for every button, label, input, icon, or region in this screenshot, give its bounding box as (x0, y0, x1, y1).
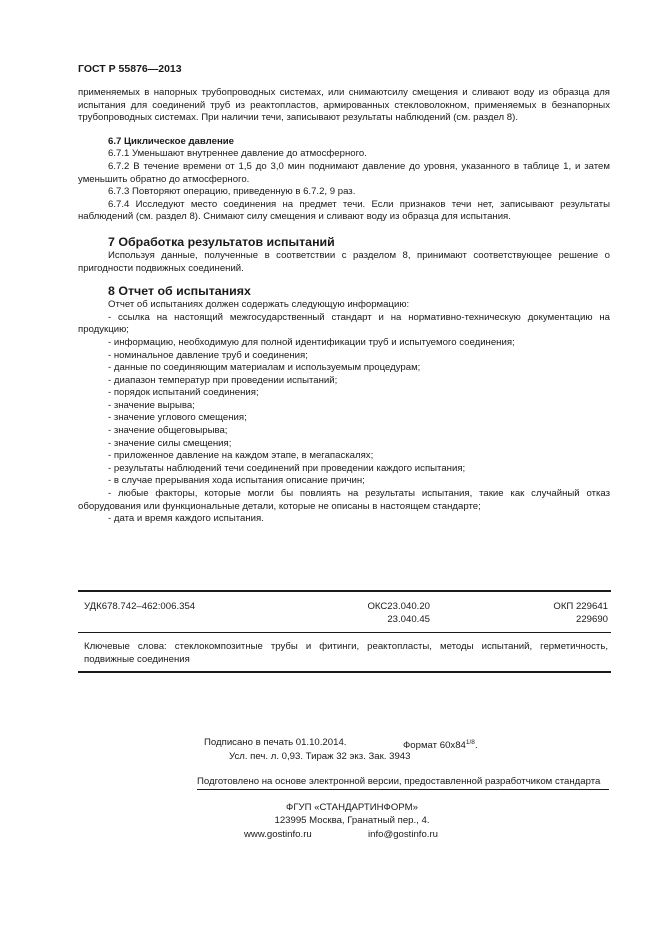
section-7-heading: 7 Обработка результатов испытаний (108, 234, 335, 249)
report-item: - любые факторы, которые могли бы повлиять на результаты испытания, такие как случайный отказ оборудования или функциональные детали, которые не описаны в настоящем стандарте; (78, 488, 610, 512)
report-item: - значение вырыва; (108, 399, 195, 411)
classification-bottom-rule (78, 671, 611, 673)
classification-top-rule (78, 590, 611, 592)
clause-6-7-2: 6.7.2 В течение времени от 1,5 до 3,0 мин поднимают давление до уровня, указанного в таблице 1, и затем уменьшить обратно до атмосферного. (78, 160, 610, 185)
section-7-text: Используя данные, полученные в соответствии с разделом 8, принимают соответствующее решение о пригодности подвижных соединений. (78, 249, 610, 274)
continuation-paragraph: применяемых в напорных трубопроводных системах, или снимаютсилу смещения и сливают воду из образца для испытания для соединений труб из реактопластов, армированных стекловолокном, применяемых в безнапорных трубопроводных системах. При наличии течи, записывают результаты наблюдений (см. раздел 8). (78, 87, 610, 124)
print-details: Усл. печ. л. 0,93. Тираж 32 экз. Зак. 3943 (229, 751, 411, 762)
publisher-website: www.gostinfo.ru (244, 829, 312, 840)
section-8-heading: 8 Отчет об испытаниях (108, 284, 251, 299)
report-item: - в случае прерывания хода испытания описание причин; (108, 475, 365, 487)
clause-6-7-4: 6.7.4 Исследуют место соединения на предмет течи. Если признаков течи нет, записывают результаты наблюдений (см. раздел 8). Снимают силу смещения и сливают воду из образца для испытания. (78, 198, 610, 223)
publisher-name: ФГУП «СТАНДАРТИНФОРМ» (286, 802, 418, 813)
paper-format-label: Формат 60x84 (403, 740, 466, 751)
okp-code-2: 229690 (575, 614, 608, 625)
report-item: - значение общеговырыва; (108, 425, 228, 437)
section-8-intro: Отчет об испытаниях должен содержать следующую информацию: (108, 299, 410, 311)
report-item: - значение углового смещения; (108, 412, 247, 424)
paper-format-end: . (474, 740, 478, 751)
oks-code-1: ОКС23.040.20 (367, 601, 430, 612)
document-header: ГОСТ Р 55876—2013 (78, 63, 182, 75)
report-item: - ссылка на настоящий межгосударственный стандарт и на нормативно-техническую документацию на продукцию; (78, 311, 610, 336)
prepared-note: Подготовлено на основе электронной версии, предоставленной разработчиком стандарта (197, 776, 601, 787)
report-item: - номинальное давление труб и соединения; (108, 349, 308, 361)
signed-date: Подписано в печать 01.10.2014. (204, 737, 347, 748)
okp-code-1: ОКП 229641 (553, 601, 608, 612)
report-item: - данные по соединяющим материалам и используемым процедурам; (108, 362, 421, 374)
report-item: - значение силы смещения; (108, 437, 232, 449)
imprint-rule (197, 789, 609, 790)
report-item: - порядок испытаний соединения; (108, 387, 259, 399)
report-item: - диапазон температур при проведении испытаний; (108, 374, 338, 386)
publisher-address: 123995 Москва, Гранатный пер., 4. (274, 815, 430, 826)
clause-6-7-1: 6.7.1 Уменьшают внутреннее давление до атмосферного. (108, 148, 367, 160)
udk-code: УДК678.742–462:006.354 (84, 601, 196, 612)
report-item: - информацию, необходимую для полной идентификации труб и испытуемого соединения; (108, 336, 515, 348)
report-item: - приложенное давление на каждом этапе, в мегапаскалях; (108, 450, 374, 462)
report-item: - дата и время каждого испытания. (108, 513, 264, 525)
publisher-email: info@gostinfo.ru (368, 829, 439, 840)
oks-code-2: 23.040.45 (387, 614, 430, 625)
main-text (78, 87, 610, 526)
paper-format (403, 737, 478, 753)
classification-middle-rule (78, 632, 611, 633)
clause-6-7-3: 6.7.3 Повторяют операцию, приведенную в 6.7.2, 9 раз. (108, 186, 356, 198)
section-6-7-heading: 6.7 Циклическое давление (108, 135, 234, 147)
keywords: Ключевые слова: стеклокомпозитные трубы и фитинги, реактопласты, методы испытаний, герметичность, подвижные соединения (84, 641, 608, 665)
report-item: - результаты наблюдений течи соединений при проведении каждого испытания; (108, 462, 466, 474)
paper-format-fraction: 1/8 (465, 739, 475, 746)
